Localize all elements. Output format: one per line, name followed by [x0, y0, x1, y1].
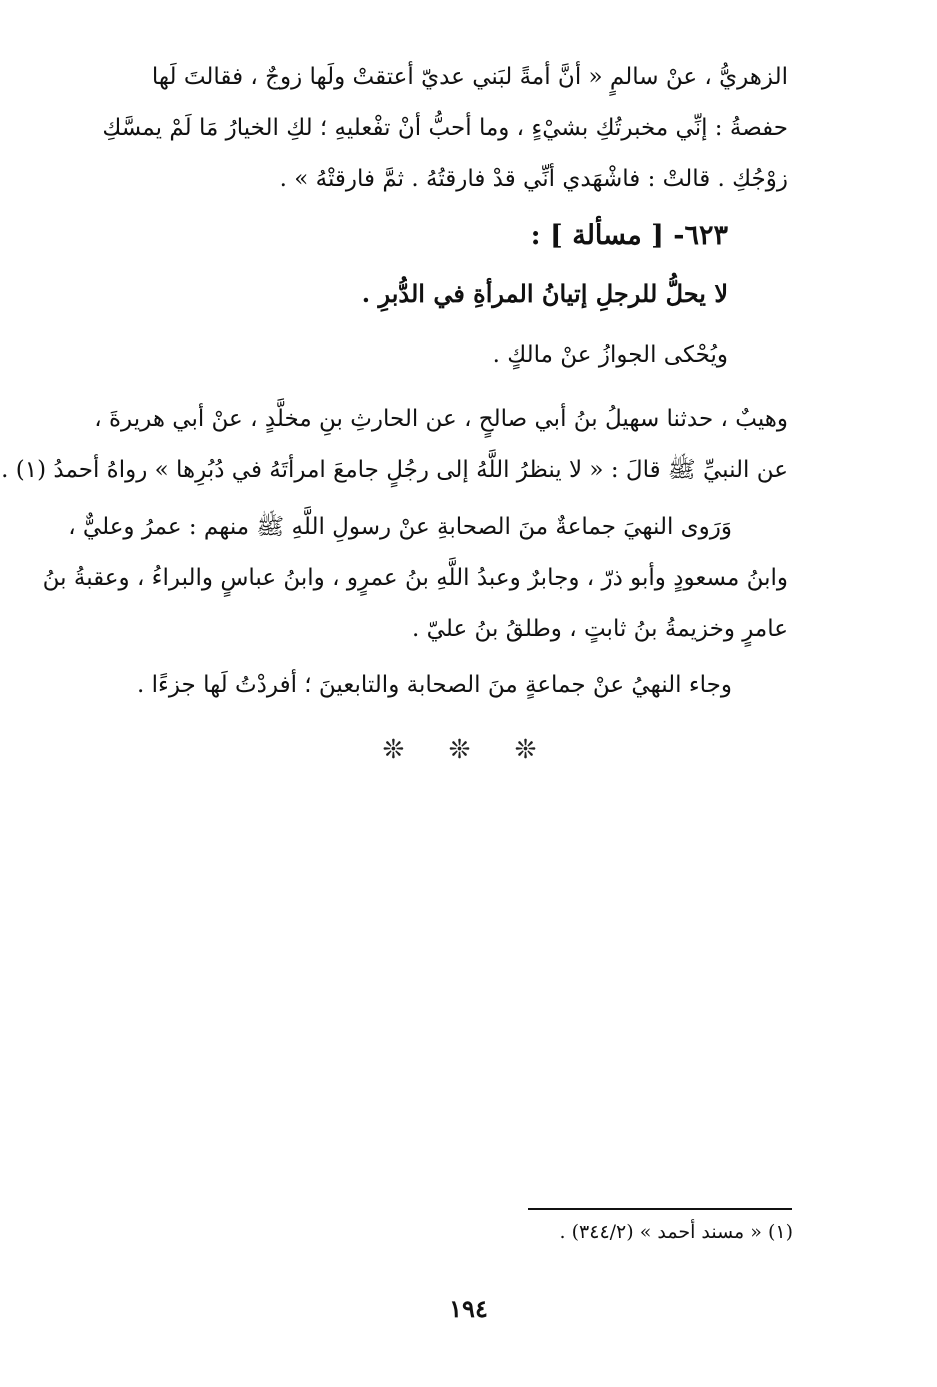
- paragraph-closing: [78, 660, 788, 711]
- text-line: عامرٍ وخزيمةُ بنُ ثابتٍ ، وطلقُ بنُ عليّ .: [412, 616, 788, 642]
- text-line: وجاء النهيُ عنْ جماعةٍ منَ الصحابة والتابعينَ ؛ أفردْتُ لَها جزءًا .: [137, 672, 732, 698]
- section-separator: ❊ ❊ ❊: [382, 735, 555, 765]
- text-line: وهيبٌ ، حدثنا سهيلُ بنُ أبي صالحٍ ، عن الحارثِ بنِ مخلَّدٍ ، عنْ أبي هريرةَ ،: [94, 406, 788, 432]
- masala-heading: ٦٢٣- [ مسألة ] :: [530, 220, 728, 251]
- paragraph-narrators: [42, 502, 788, 655]
- text-line: ويُحْكى الجوازُ عنْ مالكٍ .: [492, 342, 728, 368]
- footnote: (١) « مسند أحمد » (٣٤٤/٢) .: [559, 1221, 793, 1243]
- masala-ruling: لا يحلُّ للرجلِ إتيانُ المرأةِ في الدُّبرِ .: [361, 279, 728, 308]
- text-line: زوْجُكِ . قالتْ : فاشْهَدي أنِّي قدْ فارقتُهُ . ثمَّ فارقتْهُ » .: [279, 166, 788, 192]
- paragraph-hadith: [1, 394, 788, 496]
- masala-note: [78, 330, 728, 381]
- paragraph-zuhri: [78, 52, 788, 205]
- text-line: عن النبيِّ ﷺ قالَ : « لا ينظرُ اللَّهُ إلى رجُلٍ جامعَ امرأتَهُ في دُبُرِها » رواهُ أحمدُ (١) .: [1, 457, 788, 483]
- text-line: حفصةُ : إنِّي مخبرتُكِ بشيْءٍ ، وما أحبُّ أنْ تفْعليهِ ؛ لكِ الخيارُ مَا لَمْ يمسَّكِ: [102, 115, 788, 141]
- text-line: الزهريُّ ، عنْ سالمٍ « أنَّ أمةً لبَني عديّ أعتقتْ ولَها زوجٌ ، فقالتَ لَها: [151, 64, 788, 90]
- text-line: وابنُ مسعودٍ وأبو ذرّ ، وجابرٌ وعبدُ اللَّهِ بنُ عمرٍو ، وابنُ عباسٍ والبراءُ ، وعقبةُ بنُ: [42, 565, 788, 591]
- text-line: وَرَوى النهيَ جماعةٌ منَ الصحابةِ عنْ رسولِ اللَّهِ ﷺ منهم : عمرُ وعليٌّ ،: [68, 514, 732, 540]
- page-number: ١٩٤: [449, 1294, 488, 1323]
- footnote-divider: [528, 1208, 792, 1210]
